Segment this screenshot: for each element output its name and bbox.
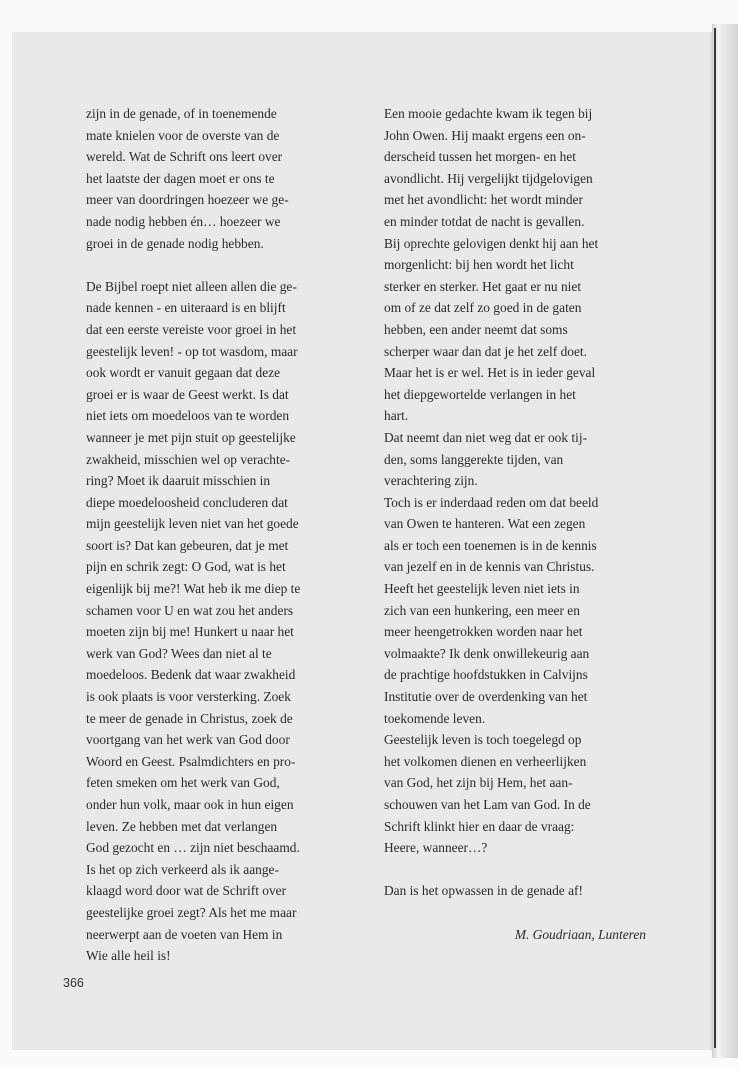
closing-sentence: Dan is het opwassen in de genade af! xyxy=(384,883,583,899)
paragraph-gap xyxy=(384,859,646,881)
left-paragraph-2: De Bijbel roept niet alleen allen die ge- nade kennen - en uiteraard is en blijft dat een eerste vereiste voor groei in het geestelijk leven! - op tot wasdom, maar ook wordt er vanuit gegaan dat deze groei er is waar de Geest werkt. Is dat niet iets om moedeloos van te worden wanneer je met pijn stuit op geestelijke zwakheid, misschien wel op verachte- ring? Moet ik daaruit misschien in diepe moedeloosheid concluderen dat mijn geestelijk leven niet van het goede soort is? Dat kan gebeuren, dat je met pijn en schrik zegt: O God, wat is het eigenlijk bij me?! Wat heb ik me diep te schamen voor U en wat zou het anders moeten zijn bij me! Hunkert u naar het werk van God? Wees dan niet al te moedeloos. Bedenk dat waar zwakheid is ook plaats is voor versterking. Zoek te meer de genade in Christus, zoek de voortgang van het werk van God door Woord en Geest. Psalmdichters en pro- feten smeken om het werk van God, onder hun volk, maar ook in hun eigen leven. Ze hebben met dat verlangen God gezocht en … zijn niet beschaamd. Is het op zich verkeerd als ik aange- klaagd word door wat de Schrift over geestelijke groei zegt? Als het me maar neerwerpt aan de voeten van Hem in Wie alle heil is! xyxy=(86,278,301,964)
spine-shadow-line xyxy=(714,28,716,1048)
right-paragraph-3: Toch is er inderdaad reden om dat beeld van Owen te hanteren. Wat een zegen als er toch een toenemen is in de kennis van jezelf en in de kennis van Christus. Heeft het geestelijk leven niet iets in zich van een hunkering, een meer en meer heengetrokken worden naar het volmaakte? Ik denk onwillekeurig aan de prachtige hoofdstukken in Calvijns Institutie over de overdenking van het toekomende leven. xyxy=(384,494,599,726)
right-text-column xyxy=(384,103,646,945)
paragraph-gap xyxy=(384,902,646,924)
right-paragraph-1: Een mooie gedachte kwam ik tegen bij John Owen. Hij maakt ergens een on- derscheid tussen het morgen- en het avondlicht. Hij vergelijkt tijdgelovigen met het avondlicht: het wordt minder en minder totdat de nacht is gevallen. Bij oprechte gelovigen denkt hij aan het morgenlicht: bij hen wordt het licht sterker en sterker. Het gaat er nu niet om of ze dat zelf zo goed in de gaten hebben, een ander neemt dat soms scherper waar dan dat je het zelf doet. Maar het is er wel. Het is in ieder geval het diepgewortelde verlangen in het hart. xyxy=(384,106,599,424)
left-paragraph-1: zijn in de genade, of in toenemende mate knielen voor de overste van de wereld. Wat de Schrift ons leert over het laatste der dagen moet er ons te meer van doordringen hoezeer we ge- nade nodig hebben én… hoezeer we groei in de genade nodig hebben. xyxy=(86,106,289,251)
author-signature: M. Goudriaan, Lunteren xyxy=(514,926,646,942)
left-text-column xyxy=(86,103,356,967)
right-paragraph-2: Dat neemt dan niet weg dat er ook tij- den, soms langgerekte tijden, van verachtering zijn. xyxy=(384,429,588,489)
paragraph-gap xyxy=(86,254,356,276)
right-paragraph-4: Geestelijk leven is toch toegelegd op het volkomen dienen en verheerlijken van God, het zijn bij Hem, het aan- schouwen van het Lam van God. In de Schrift klinkt hier en daar de vraag: Heere, wanneer…? xyxy=(384,732,591,856)
page-number: 366 xyxy=(63,976,84,990)
